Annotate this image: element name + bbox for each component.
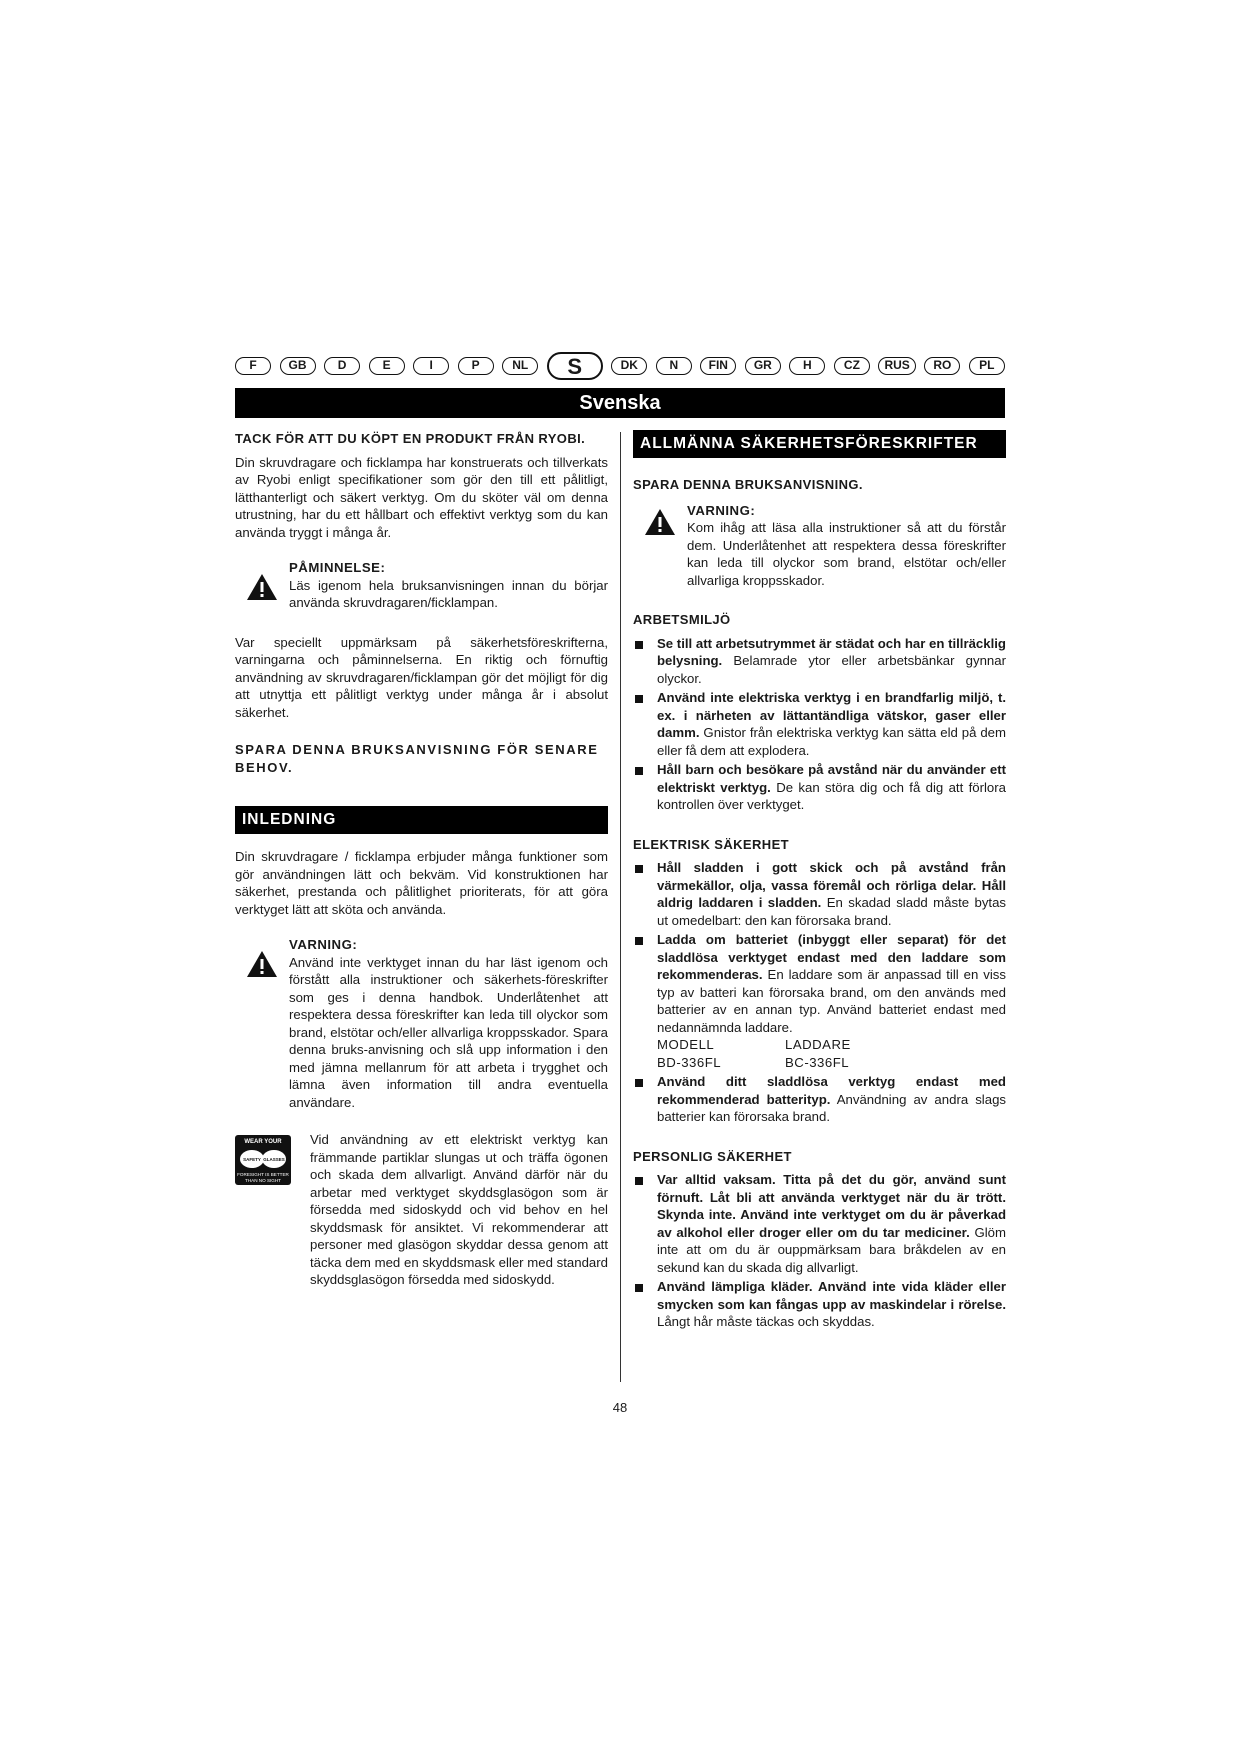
- model-header: MODELL: [657, 1037, 715, 1052]
- model-value: BD-336FL: [657, 1054, 722, 1070]
- list-item: Använd inte elektriska verktyg i en brandfarlig miljö, t. ex. i närheten av lättantändliga vätskor, gaser eller damm. Gnistor från elektriska verktyg kan sätta eld på dem eller få dem att explodera.: [633, 689, 1006, 759]
- intro-paragraph: Din skruvdragare och ficklampa har konstruerats och tillverkats av Ryobi enligt specifikationer som gör den till ett pålitligt, lätthanterligt och säkert verktyg. Om du sköter väl om denna utrustning, har du ett hållbart och effektivt verktyg som du kan använda tryggt i många år.: [235, 454, 608, 540]
- warning-triangle-icon: [235, 936, 289, 978]
- save-manual-heading: SPARA DENNA BRUKSANVISNING.: [633, 477, 863, 492]
- intro-body: Din skruvdragare / ficklampa erbjuder många funktioner som gör användningen lätt och bekväm. Vid konstruktionen har säkerhet, prestanda och pålitlighet prioriterats, för att göra verktyget lätt att sköta och använda.: [235, 849, 608, 917]
- language-tab[interactable]: NL: [502, 357, 538, 375]
- language-tab[interactable]: E: [369, 357, 405, 375]
- glasses-logo-bottom2: THAN NO SIGHT: [245, 1178, 281, 1183]
- language-tab[interactable]: F: [235, 357, 271, 375]
- warning-callout: [633, 502, 1006, 590]
- safety-section-band: ALLMÄNNA SÄKERHETSFÖRESKRIFTER: [633, 430, 1006, 458]
- charger-value: BC-336FL: [785, 1054, 850, 1070]
- list-item: Se till att arbetsutrymmet är städat och har en tillräcklig belysning. Belamrade ytor eller arbetsbänkar gynnar olyckor.: [633, 635, 1006, 688]
- warning-text: Kom ihåg att läsa alla instruktioner så att du förstår dem. Underlåtenhet att respektera dessa föreskrifter kan leda till olyckor som brand, elstötar och/eller allvarliga kroppsskador.: [687, 520, 1006, 588]
- language-tab[interactable]: CZ: [834, 357, 870, 375]
- right-column: [633, 430, 1006, 1341]
- charger-header: LADDARE: [785, 1037, 851, 1052]
- safety-glasses-icon: [235, 1131, 310, 1289]
- warning-callout: [235, 936, 608, 1111]
- language-tab[interactable]: N: [656, 357, 692, 375]
- thanks-heading: TACK FÖR ATT DU KÖPT EN PRODUKT FRÅN RYOBI.: [235, 431, 586, 446]
- electric-safety-list: [633, 859, 1006, 1126]
- personal-safety-list: [633, 1171, 1006, 1331]
- language-tab[interactable]: GR: [745, 357, 781, 375]
- language-tab[interactable]: FIN: [700, 357, 736, 375]
- reminder-label: PÅMINNELSE:: [289, 560, 386, 575]
- warning-triangle-icon: [235, 559, 289, 601]
- intro-section-band: INLEDNING: [235, 806, 608, 834]
- list-item: Ladda om batteriet (inbyggt eller separat) för det sladdlösa verktyget endast med den laddare som rekommenderas. En laddare som är anpassad till en viss typ av batteri kan förorsaka brand, om den används med batterier av en annan typ. Använd batteriet endast med nedannämnda laddare. MODELL LADDARE BD-336FL BC-336FL: [633, 931, 1006, 1071]
- language-tab[interactable]: RO: [924, 357, 960, 375]
- language-tab-active[interactable]: S: [547, 352, 603, 380]
- warning-label: VARNING:: [289, 937, 358, 952]
- language-tab[interactable]: P: [458, 357, 494, 375]
- list-item: Använd ditt sladdlösa verktyg endast med rekommenderad batterityp. Användning av andra slags batterier kan förorsaka brand.: [633, 1073, 1006, 1126]
- warning-triangle-icon: [633, 502, 687, 536]
- safety-glasses-text: Vid användning av ett elektriskt verktyg kan främmande partiklar slungas ut och träffa ögonen och skada dem allvarligt. Använd därför när du arbetar med verktyget skyddsglasögon som är försedda med sidoskydd och vid behov en hel skyddsmask för ansiktet. Vi rekommenderar att personer med glasögon skyddar dessa genom att täcka dem med en skyddsmask eller med standard skyddsglasögon försedda med sidoskydd.: [310, 1132, 608, 1287]
- glasses-logo-mid1: SAFETY: [243, 1157, 261, 1162]
- list-item: Håll barn och besökare på avstånd när du använder ett elektriskt verktyg. De kan störa dig och få dig att förlora kontrollen över verktyget.: [633, 761, 1006, 814]
- list-item: Var alltid vaksam. Titta på det du gör, använd sunt förnuft. Låt bli att använda verktyget när du är trött. Skynda inte. Använd inte verktyget om du är påverkad av alkohol eller droger eller om du tar mediciner. Glöm inte att om du är ouppmärksam bara bråkdelen av en sekund kan du skada dig allvarligt.: [633, 1171, 1006, 1276]
- glasses-logo-mid2: GLASSES: [263, 1157, 285, 1162]
- work-environment-list: [633, 635, 1006, 814]
- reminder-callout: [235, 559, 608, 612]
- language-selector: [235, 352, 1005, 380]
- warning-text: Använd inte verktyget innan du har läst igenom och förstått alla instruktioner och säkerhets-föreskrifter som ges i denna handbok. Underlåtenhet att respektera dessa föreskrifter kan leda till olyckor som brand, elstötar och/eller allvarliga kroppsskador. Spara denna bruks-anvisning och slå upp information i den med jämna mellanrum för att arbeta i trygghet och lämna även information till andra eventuella användare.: [289, 954, 608, 1110]
- save-heading: SPARA DENNA BRUKSANVISNING FÖR SENARE BEHOV.: [235, 742, 599, 775]
- language-tab[interactable]: I: [413, 357, 449, 375]
- warning-label: VARNING:: [687, 502, 756, 518]
- page-title: Svenska: [235, 388, 1005, 418]
- electric-safety-heading: ELEKTRISK SÄKERHET: [633, 836, 789, 852]
- language-tab[interactable]: GB: [280, 357, 316, 375]
- list-item: Håll sladden i gott skick och på avstånd från värmekällor, olja, vassa föremål och rörliga delar. Håll aldrig laddaren i sladden. En skadad sladd måste bytas ut omedelbart: den kan förorsaka brand.: [633, 859, 1006, 929]
- safety-glasses-notice: [235, 1131, 608, 1289]
- attention-paragraph: Var speciellt uppmärksam på säkerhetsföreskrifterna, varningarna och påminnelserna. En riktig och förnuftig användning av skruvdragaren/ficklampan gör det möjligt för dig att utnyttja ett pålitligt verktyg under många år i absolut säkerhet.: [235, 634, 608, 720]
- column-divider: [620, 432, 621, 1382]
- glasses-logo-bottom1: FORESIGHT IS BETTER: [237, 1172, 289, 1177]
- model-charger-table: [657, 1036, 1006, 1071]
- language-tab[interactable]: H: [789, 357, 825, 375]
- glasses-logo-top: WEAR YOUR: [244, 1139, 282, 1145]
- language-tab[interactable]: DK: [611, 357, 647, 375]
- language-tab[interactable]: PL: [969, 357, 1005, 375]
- language-tab[interactable]: D: [324, 357, 360, 375]
- left-column: [235, 430, 608, 1289]
- personal-safety-heading: PERSONLIG SÄKERHET: [633, 1148, 792, 1164]
- work-environment-heading: ARBETSMILJÖ: [633, 612, 731, 627]
- reminder-text: Läs igenom hela bruksanvisningen innan du börjar använda skruvdragaren/ficklampan.: [289, 577, 608, 610]
- language-tab[interactable]: RUS: [878, 357, 915, 375]
- page-number: 48: [612, 1400, 628, 1415]
- list-item: Använd lämpliga kläder. Använd inte vida kläder eller smycken som kan fångas upp av maskindelar i rörelse. Långt hår måste täckas och skyddas.: [633, 1278, 1006, 1331]
